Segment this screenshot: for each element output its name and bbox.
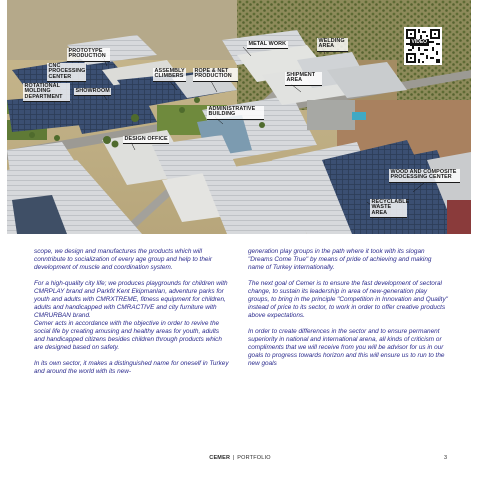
callout-metal-work: METAL WORK — [247, 41, 288, 49]
callout-administrative-building: ADMINISTRATIVE BUILDING — [207, 106, 264, 120]
callout-wood-composite: WOOD AND COMPOSITE PROCESSING CENTER — [389, 169, 460, 183]
callout-prototype-production: PROTOTYPE PRODUCTION — [67, 48, 110, 62]
callout-design-office: DESIGN OFFICE — [123, 136, 169, 144]
paragraph: For a high-quality city life; we produces playgrounds for children with CMRPLAY brand and Parkfit Kent Ekipmanları, adventure parks for youth and adults with CMRXTREME, fitness equipment for children, adults and handicapped with CMRACTIVE and city furniture with CMRURBAN brand. Cemer acts in accordance with the objective in order to revive the social life by creating amusing and healthy areas for youth, adults and handicapped citizens besides children through products which are designed based on safety. — [34, 280, 228, 351]
body-column-left — [34, 248, 230, 384]
qr-code[interactable] — [404, 27, 442, 65]
paragraph: In its own sector, it makes a distinguished name for oneself in Turkey and around the world with its new- — [34, 360, 229, 375]
footer-brand: CEMER — [209, 455, 231, 461]
page-number: 3 — [444, 455, 448, 461]
qr-code-icon — [406, 29, 440, 63]
paragraph: scope, we design and manufactures the products which will conntribute to socialization of every age group and help to their development of muscle and coordination system. — [34, 248, 212, 271]
paragraph: The next goal of Cemer is to ensure the fast development of sectoral change, to sustain its leadership in area of new-generation play groups, to bring in the principle "Competition in Innovation and Quality" instead of price to its sector, to work in order to offer creative products above expectations. — [248, 280, 448, 319]
aerial-factory-photo — [7, 0, 471, 234]
callout-welding-area: WELDING AREA — [317, 38, 348, 52]
page-footer — [0, 455, 480, 461]
callout-assembly-climbers: ASSEMBLY CLIMBERS — [153, 68, 186, 82]
callout-rope-net-production: ROPE & NET PRODUCTION — [193, 68, 238, 82]
callout-recyclable-waste: RECYCLABLE WASTE AREA — [370, 199, 407, 218]
footer-section: PORTFOLIO — [237, 455, 271, 461]
body-column-right — [248, 248, 448, 376]
qr-video-label: VIDEO — [411, 39, 428, 45]
callout-showroom: SHOWROOM — [74, 88, 111, 96]
callout-shipment-area: SHIPMENT AREA — [285, 72, 322, 86]
footer-separator: | — [232, 455, 235, 461]
callout-cnc-processing: CNC PROCESSING CENTER — [47, 63, 86, 82]
paragraph: generation play groups in the path where it took with its slogan "Dreams Come True" by means of pride of achieving and making name of Turkey internationally. — [248, 248, 432, 271]
paragraph: In order to create differences in the sector and to ensure permanent superiority in national and international arena, all kinds of criticism or compliments that we will receive from you will be advisor for us in our goals to progress towards horizon and this will ensure us to run to the new goals — [248, 328, 445, 367]
callout-rotational-molding: ROTATIONAL MOLDING DEPARTMENT — [23, 83, 70, 102]
